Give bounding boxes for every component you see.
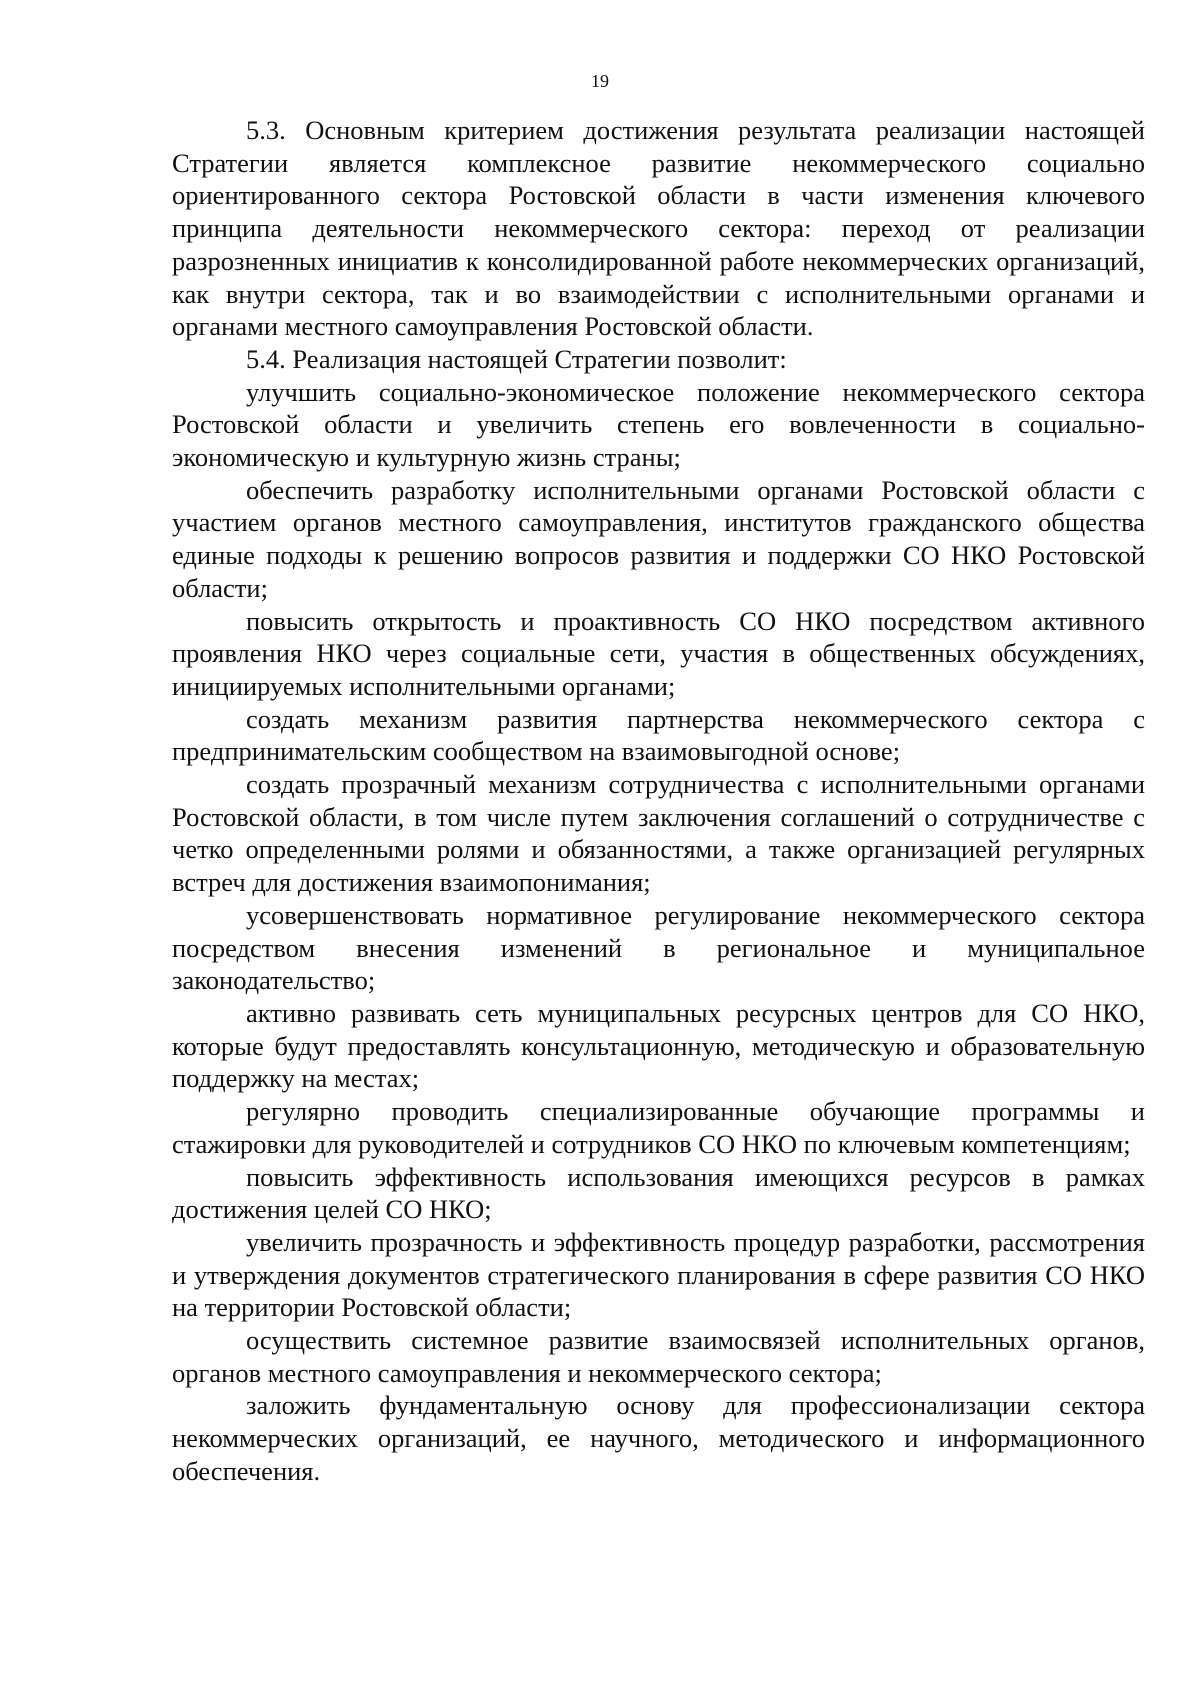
- list-item: заложить фундаментальную основу для профессионализации сектора некоммерческих организаций, ее научного, методического и информационного обеспечения.: [172, 1390, 1145, 1486]
- list-item: улучшить социально-экономическое положение некоммерческого сектора Ростовской области и увеличить степень его вовлеченности в социально-экономическую и культурную жизнь страны;: [172, 376, 1145, 473]
- paragraph-5-3: 5.3. Основным критерием достижения результата реализации настоящей Стратегии является комплексное развитие некоммерческого социально ориентированного сектора Ростовской области в части изменения ключевого принципа деятельности некоммерческого сектора: переход от реализации разрозненных инициатив к консолидированной работе некоммерческих организаций, как внутри сектора, так и во взаимодействии с исполнительными органами и органами местного самоуправления Ростовской области.: [172, 115, 1145, 342]
- page-number: 19: [591, 71, 609, 91]
- document-body: [172, 114, 1145, 1488]
- list-item: увеличить прозрачность и эффективность процедур разработки, рассмотрения и утверждения документов стратегического планирования в сфере развития СО НКО на территории Ростовской области;: [172, 1226, 1145, 1323]
- list-item: активно развивать сеть муниципальных ресурсных центров для СО НКО, которые будут предоставлять консультационную, методическую и образовательную поддержку на местах;: [172, 997, 1145, 1094]
- list-item: обеспечить разработку исполнительными органами Ростовской области с участием органов местного самоуправления, институтов гражданского общества единые подходы к решению вопросов развития и поддержки СО НКО Ростовской области;: [172, 474, 1145, 603]
- list-item: повысить эффективность использования имеющихся ресурсов в рамках достижения целей СО НКО;: [172, 1161, 1145, 1225]
- list-item: создать механизм развития партнерства некоммерческого сектора с предпринимательским сообществом на взаимовыгодной основе;: [172, 703, 1145, 767]
- paragraph-5-4: 5.4. Реализация настоящей Стратегии позволит:: [246, 343, 787, 374]
- list-item: повысить открытость и проактивность СО НКО посредством активного проявления НКО через социальные сети, участия в общественных обсуждениях, инициируемых исполнительными органами;: [172, 605, 1145, 701]
- list-item: регулярно проводить специализированные обучающие программы и стажировки для руководителей и сотрудников СО НКО по ключевым компетенциям;: [172, 1096, 1145, 1159]
- list-item: осуществить системное развитие взаимосвязей исполнительных органов, органов местного самоуправления и некоммерческого сектора;: [172, 1325, 1145, 1388]
- list-item: создать прозрачный механизм сотрудничества с исполнительными органами Ростовской области, в том числе путем заключения соглашений о сотрудничестве с четко определенными ролями и обязанностями, а также организацией регулярных встреч для достижения взаимопонимания;: [172, 769, 1145, 898]
- list-item: усовершенствовать нормативное регулирование некоммерческого сектора посредством внесения изменений в региональное и муниципальное законодательство;: [172, 899, 1145, 996]
